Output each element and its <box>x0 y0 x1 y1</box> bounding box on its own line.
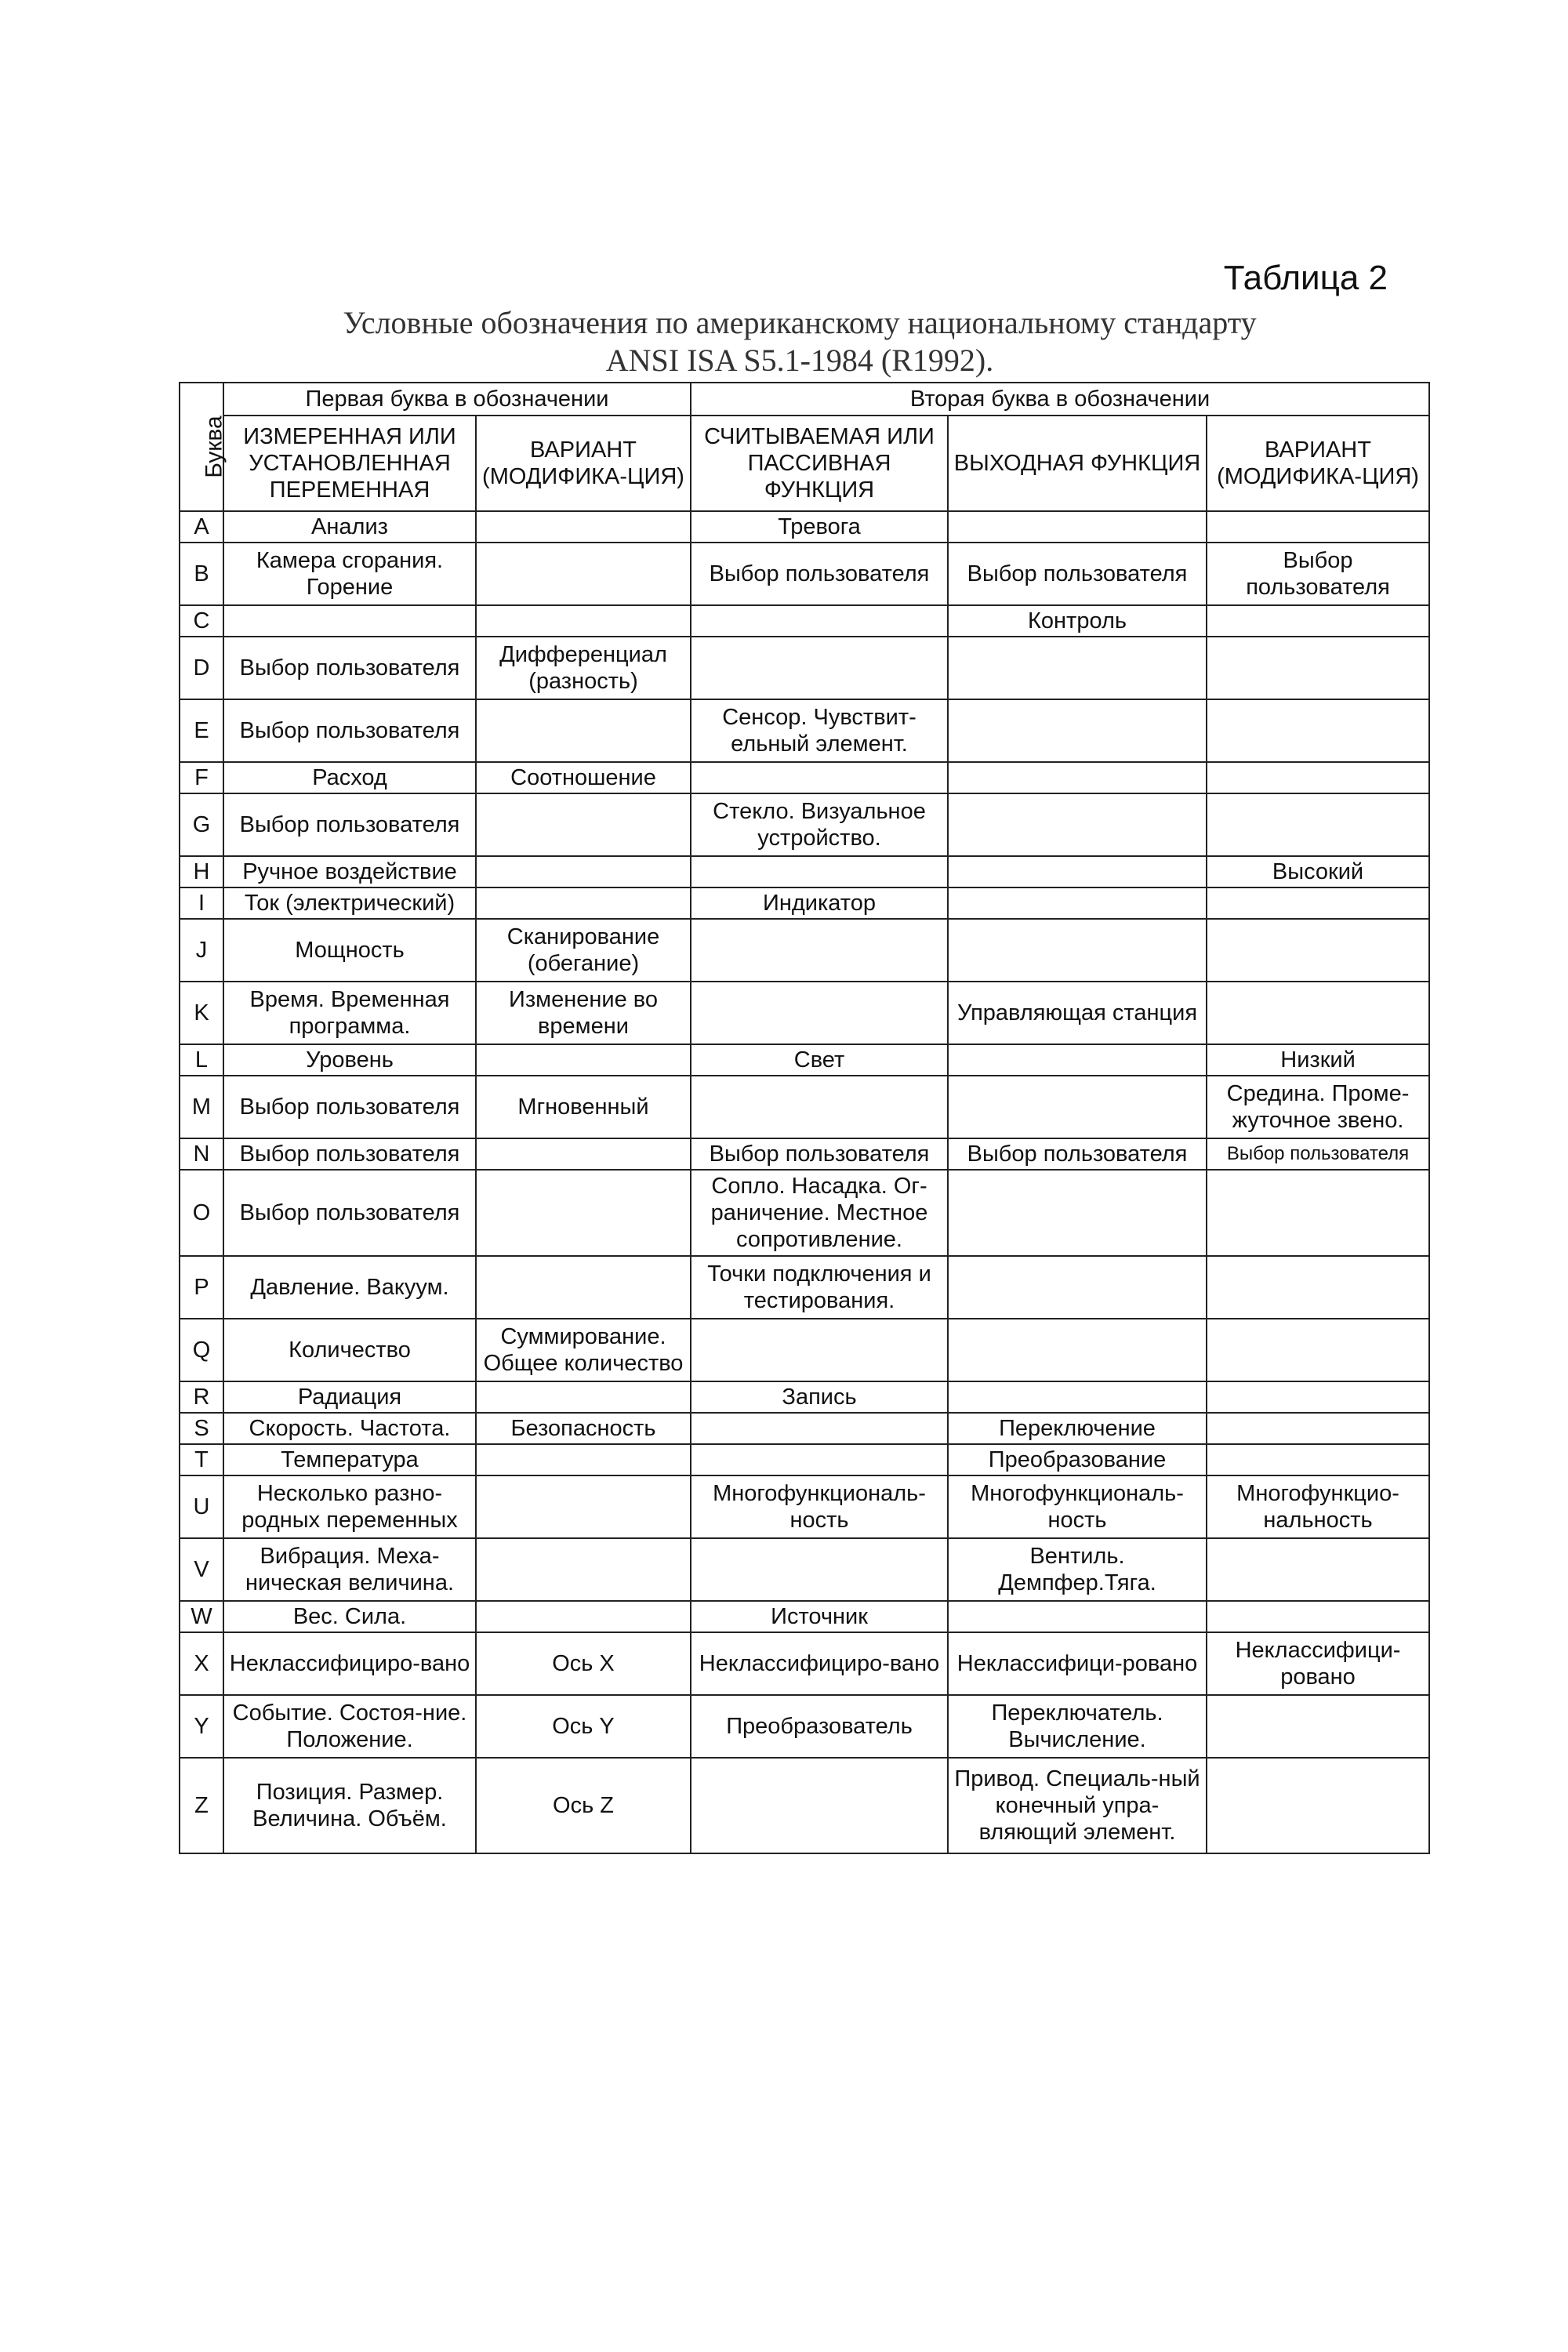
cell-variant-second <box>1207 793 1429 856</box>
cell-output-function <box>948 1381 1207 1413</box>
cell-variant-first <box>476 1256 691 1319</box>
cell-variant-second: Неклассифици-ровано <box>1207 1632 1429 1695</box>
table-row <box>180 1695 1429 1758</box>
cell-variant-second <box>1207 1758 1429 1853</box>
cell-measured-variable: Выбор пользователя <box>223 637 476 699</box>
table-row <box>180 511 1429 543</box>
cell-measured-variable: Выбор пользователя <box>223 793 476 856</box>
row-letter: K <box>180 982 223 1044</box>
cell-variant-second <box>1207 887 1429 919</box>
cell-measured-variable: Выбор пользователя <box>223 1138 476 1170</box>
cell-variant-second <box>1207 511 1429 543</box>
row-letter: H <box>180 856 223 887</box>
table-row <box>180 1632 1429 1695</box>
row-letter: L <box>180 1044 223 1076</box>
table-row <box>180 1538 1429 1601</box>
table-header <box>180 383 1429 511</box>
row-letter: F <box>180 762 223 793</box>
cell-measured-variable: Выбор пользователя <box>223 699 476 762</box>
row-letter: O <box>180 1170 223 1256</box>
cell-variant-first: Сканирование (обегание) <box>476 919 691 982</box>
table-row <box>180 699 1429 762</box>
cell-readout-function <box>691 637 948 699</box>
cell-variant-first <box>476 887 691 919</box>
cell-measured-variable: Время. Временная программа. <box>223 982 476 1044</box>
table-row <box>180 793 1429 856</box>
cell-readout-function <box>691 1758 948 1853</box>
cell-measured-variable: Радиация <box>223 1381 476 1413</box>
cell-measured-variable: Температура <box>223 1444 476 1475</box>
table-row <box>180 919 1429 982</box>
cell-output-function <box>948 1256 1207 1319</box>
cell-variant-first <box>476 543 691 605</box>
cell-variant-first <box>476 1538 691 1601</box>
cell-output-function: Многофункциональ-ность <box>948 1475 1207 1538</box>
row-letter: M <box>180 1076 223 1138</box>
cell-output-function <box>948 887 1207 919</box>
row-letter: Y <box>180 1695 223 1758</box>
cell-output-function <box>948 856 1207 887</box>
cell-readout-function: Выбор пользователя <box>691 543 948 605</box>
cell-measured-variable: Вес. Сила. <box>223 1601 476 1632</box>
table-row <box>180 1444 1429 1475</box>
table-row <box>180 1381 1429 1413</box>
cell-variant-second <box>1207 1170 1429 1256</box>
header-first-letter-group: Первая буква в обозначении <box>223 383 691 416</box>
cell-readout-function: Запись <box>691 1381 948 1413</box>
cell-variant-first <box>476 511 691 543</box>
row-letter: U <box>180 1475 223 1538</box>
cell-variant-second <box>1207 605 1429 637</box>
cell-measured-variable: Камера сгорания. Горение <box>223 543 476 605</box>
cell-output-function <box>948 511 1207 543</box>
cell-output-function: Выбор пользователя <box>948 543 1207 605</box>
cell-output-function: Переключение <box>948 1413 1207 1444</box>
cell-variant-first <box>476 1170 691 1256</box>
row-letter: I <box>180 887 223 919</box>
cell-readout-function <box>691 1444 948 1475</box>
cell-measured-variable: Расход <box>223 762 476 793</box>
header-variant-second: ВАРИАНТ (МОДИФИКА-ЦИЯ) <box>1207 416 1429 511</box>
row-letter: D <box>180 637 223 699</box>
cell-output-function: Преобразование <box>948 1444 1207 1475</box>
cell-output-function <box>948 699 1207 762</box>
row-letter: R <box>180 1381 223 1413</box>
cell-variant-first: Суммирование. Общее количество <box>476 1319 691 1381</box>
cell-variant-second: Высокий <box>1207 856 1429 887</box>
cell-variant-second <box>1207 1601 1429 1632</box>
cell-measured-variable: Уровень <box>223 1044 476 1076</box>
table-row <box>180 887 1429 919</box>
header-variant-first: ВАРИАНТ (МОДИФИКА-ЦИЯ) <box>476 416 691 511</box>
cell-variant-second <box>1207 919 1429 982</box>
row-letter: S <box>180 1413 223 1444</box>
cell-output-function: Контроль <box>948 605 1207 637</box>
cell-variant-second <box>1207 1538 1429 1601</box>
row-letter: T <box>180 1444 223 1475</box>
cell-variant-second <box>1207 982 1429 1044</box>
cell-variant-second <box>1207 1413 1429 1444</box>
table-row <box>180 637 1429 699</box>
cell-variant-first <box>476 793 691 856</box>
row-letter: E <box>180 699 223 762</box>
table-row <box>180 982 1429 1044</box>
cell-output-function <box>948 637 1207 699</box>
table-number: Таблица 2 <box>1223 259 1388 297</box>
cell-output-function <box>948 1170 1207 1256</box>
cell-measured-variable: Ток (электрический) <box>223 887 476 919</box>
cell-variant-first <box>476 856 691 887</box>
row-letter: J <box>180 919 223 982</box>
cell-measured-variable: Несколько разно-родных переменных <box>223 1475 476 1538</box>
cell-readout-function <box>691 605 948 637</box>
cell-measured-variable <box>223 605 476 637</box>
cell-output-function: Неклассифици-ровано <box>948 1632 1207 1695</box>
row-letter: Z <box>180 1758 223 1853</box>
cell-variant-first <box>476 1138 691 1170</box>
cell-variant-first <box>476 605 691 637</box>
cell-readout-function: Тревога <box>691 511 948 543</box>
cell-variant-first <box>476 1475 691 1538</box>
cell-output-function <box>948 793 1207 856</box>
header-second-letter-group: Вторая буква в обозначении <box>691 383 1429 416</box>
row-letter: N <box>180 1138 223 1170</box>
cell-output-function <box>948 1076 1207 1138</box>
cell-output-function: Управляющая станция <box>948 982 1207 1044</box>
cell-readout-function <box>691 982 948 1044</box>
cell-variant-second: Многофункцио-нальность <box>1207 1475 1429 1538</box>
cell-variant-second <box>1207 762 1429 793</box>
cell-readout-function <box>691 1538 948 1601</box>
table-row <box>180 1256 1429 1319</box>
cell-readout-function: Стекло. Визуальное устройство. <box>691 793 948 856</box>
cell-readout-function: Неклассифициро-вано <box>691 1632 948 1695</box>
cell-readout-function: Источник <box>691 1601 948 1632</box>
row-letter: A <box>180 511 223 543</box>
cell-measured-variable: Событие. Состоя-ние. Положение. <box>223 1695 476 1758</box>
table-row <box>180 1413 1429 1444</box>
table-row <box>180 1475 1429 1538</box>
row-letter: V <box>180 1538 223 1601</box>
cell-variant-first <box>476 1444 691 1475</box>
row-letter: B <box>180 543 223 605</box>
cell-variant-second: Выбор пользователя <box>1207 1138 1429 1170</box>
cell-variant-second <box>1207 699 1429 762</box>
cell-measured-variable: Мощность <box>223 919 476 982</box>
cell-variant-first <box>476 1601 691 1632</box>
cell-measured-variable: Ручное воздействие <box>223 856 476 887</box>
table-row <box>180 1758 1429 1853</box>
caption-line-2: ANSI ISA S5.1-1984 (R1992). <box>605 343 994 378</box>
table-row <box>180 856 1429 887</box>
cell-readout-function <box>691 1319 948 1381</box>
cell-output-function <box>948 919 1207 982</box>
cell-readout-function: Точки подключения и тестирования. <box>691 1256 948 1319</box>
header-readout-function: СЧИТЫВАЕМАЯ ИЛИ ПАССИВНАЯ ФУНКЦИЯ <box>691 416 948 511</box>
cell-readout-function <box>691 1076 948 1138</box>
table-row <box>180 1044 1429 1076</box>
cell-variant-second: Средина. Проме-жуточное звено. <box>1207 1076 1429 1138</box>
header-measured-variable: ИЗМЕРЕННАЯ ИЛИ УСТАНОВЛЕННАЯ ПЕРЕМЕННАЯ <box>223 416 476 511</box>
row-letter: C <box>180 605 223 637</box>
table-body <box>180 511 1429 1853</box>
cell-measured-variable: Давление. Вакуум. <box>223 1256 476 1319</box>
cell-output-function: Привод. Специаль-ный конечный упра-вляющий элемент. <box>948 1758 1207 1853</box>
table-caption <box>172 304 1427 379</box>
row-letter: G <box>180 793 223 856</box>
cell-variant-first: Ось X <box>476 1632 691 1695</box>
row-letter: W <box>180 1601 223 1632</box>
cell-variant-second <box>1207 1256 1429 1319</box>
cell-variant-first: Дифференциал (разность) <box>476 637 691 699</box>
cell-measured-variable: Анализ <box>223 511 476 543</box>
cell-variant-second <box>1207 1381 1429 1413</box>
cell-output-function <box>948 1044 1207 1076</box>
cell-readout-function <box>691 919 948 982</box>
cell-readout-function: Многофункциональ-ность <box>691 1475 948 1538</box>
cell-variant-second: Выбор пользователя <box>1207 543 1429 605</box>
cell-variant-first: Мгновенный <box>476 1076 691 1138</box>
cell-readout-function: Индикатор <box>691 887 948 919</box>
table-row <box>180 1076 1429 1138</box>
cell-measured-variable: Позиция. Размер. Величина. Объём. <box>223 1758 476 1853</box>
cell-readout-function: Сенсор. Чувствит-ельный элемент. <box>691 699 948 762</box>
cell-variant-first: Соотношение <box>476 762 691 793</box>
cell-output-function: Вентиль. Демпфер.Тяга. <box>948 1538 1207 1601</box>
cell-variant-first: Безопасность <box>476 1413 691 1444</box>
cell-variant-first: Ось Y <box>476 1695 691 1758</box>
cell-variant-first <box>476 699 691 762</box>
cell-output-function <box>948 762 1207 793</box>
cell-readout-function: Выбор пользователя <box>691 1138 948 1170</box>
table-row <box>180 1170 1429 1256</box>
table-row <box>180 762 1429 793</box>
cell-measured-variable: Выбор пользователя <box>223 1170 476 1256</box>
cell-output-function <box>948 1319 1207 1381</box>
cell-measured-variable: Неклассифициро-вано <box>223 1632 476 1695</box>
table-row <box>180 1138 1429 1170</box>
cell-readout-function <box>691 856 948 887</box>
table-row <box>180 1601 1429 1632</box>
cell-readout-function: Преобразователь <box>691 1695 948 1758</box>
cell-readout-function <box>691 762 948 793</box>
cell-readout-function: Сопло. Насадка. Ог-раничение. Местное сопротивление. <box>691 1170 948 1256</box>
table-row <box>180 543 1429 605</box>
cell-variant-second <box>1207 1319 1429 1381</box>
cell-output-function: Переключатель. Вычисление. <box>948 1695 1207 1758</box>
row-letter: X <box>180 1632 223 1695</box>
cell-output-function <box>948 1601 1207 1632</box>
cell-measured-variable: Скорость. Частота. <box>223 1413 476 1444</box>
cell-variant-second <box>1207 1444 1429 1475</box>
cell-variant-first <box>476 1044 691 1076</box>
cell-variant-second <box>1207 637 1429 699</box>
header-letter: Буква <box>180 383 223 511</box>
cell-measured-variable: Количество <box>223 1319 476 1381</box>
cell-readout-function <box>691 1413 948 1444</box>
caption-line-1: Условные обозначения по американскому национальному стандарту <box>343 305 1257 340</box>
cell-readout-function: Свет <box>691 1044 948 1076</box>
cell-variant-first: Ось Z <box>476 1758 691 1853</box>
cell-variant-first: Изменение во времени <box>476 982 691 1044</box>
table-row <box>180 605 1429 637</box>
cell-variant-second: Низкий <box>1207 1044 1429 1076</box>
cell-output-function: Выбор пользователя <box>948 1138 1207 1170</box>
table-row <box>180 1319 1429 1381</box>
designation-table <box>179 382 1430 1854</box>
cell-variant-first <box>476 1381 691 1413</box>
row-letter: P <box>180 1256 223 1319</box>
header-output-function: ВЫХОДНАЯ ФУНКЦИЯ <box>948 416 1207 511</box>
row-letter: Q <box>180 1319 223 1381</box>
cell-measured-variable: Вибрация. Меха-ническая величина. <box>223 1538 476 1601</box>
cell-measured-variable: Выбор пользователя <box>223 1076 476 1138</box>
cell-variant-second <box>1207 1695 1429 1758</box>
